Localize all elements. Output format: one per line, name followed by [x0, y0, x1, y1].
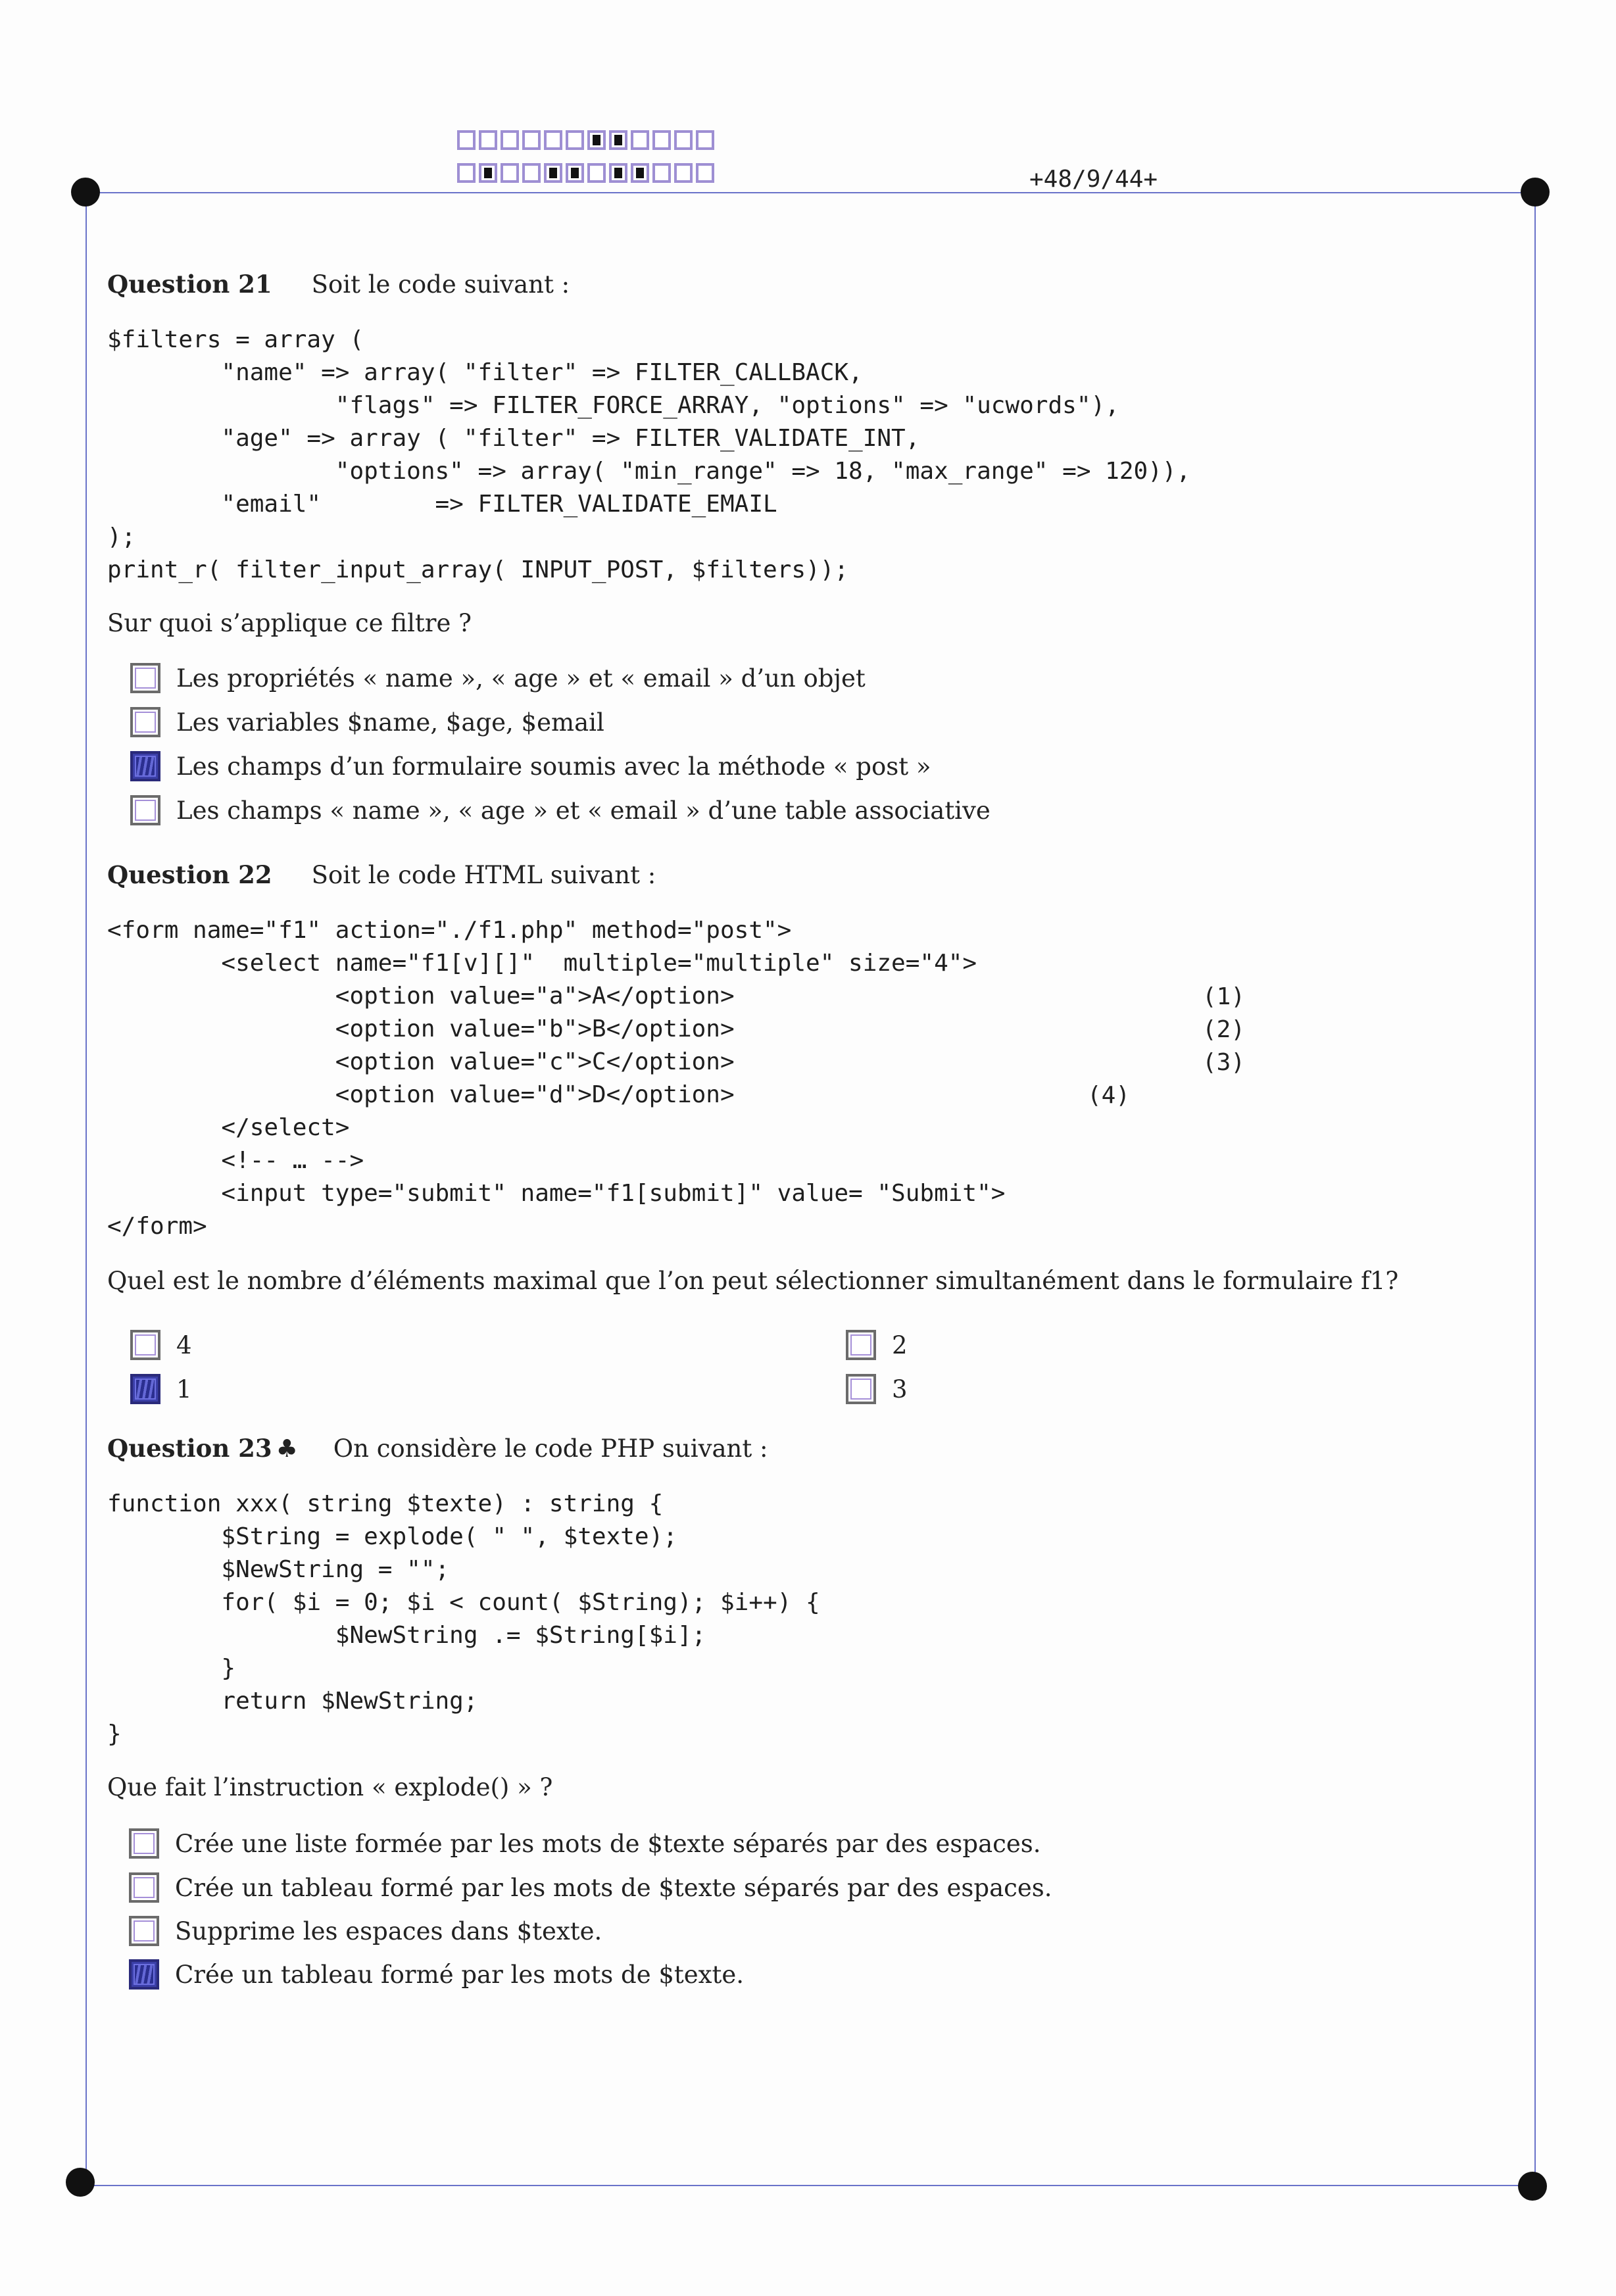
- q21-answer-1[interactable]: [130, 663, 866, 693]
- question-23-number: Question 23: [107, 1434, 272, 1463]
- barcode-cell: [522, 130, 541, 150]
- barcode-cell: [696, 163, 714, 183]
- q21-answer-2-label: Les variables $name, $age, $email: [176, 708, 604, 737]
- barcode-row-2: [457, 163, 718, 183]
- q22-answer-4-checkbox[interactable]: [130, 1330, 160, 1360]
- question-22-code: <form name="f1" action="./f1.php" method="post"> <select name="f1[v][]" multiple="multiple" size="4"> <option value="a">A</option> <option value="b">B</option> <option value="c">C</option> <option value="d">D</option> </select> <!-- … --> <input type="submit" name="f1[submit]" value= "Submit"> </form>: [107, 917, 1006, 1240]
- corner-mark-top-right: [1521, 178, 1550, 207]
- q23-answer-4-label: Crée un tableau formé par les mots de $texte.: [175, 1960, 745, 1989]
- q21-answer-1-checkbox[interactable]: [130, 663, 160, 693]
- question-22-number: Question 22: [107, 860, 272, 889]
- barcode-cell: [609, 130, 627, 150]
- question-21-code: $filters = array ( "name" => array( "filter" => FILTER_CALLBACK, "flags" => FILTER_FORCE_ARRAY, "options" => "ucwords"), "age" => array ( "filter" => FILTER_VALIDATE_INT, "options" => array( "min_range" => 18, "max_range" => 120)), "email" => FILTER_VALIDATE_EMAIL ); print_r( filter_input_array( INPUT_POST, $filters));: [107, 326, 1191, 583]
- corner-mark-top-left: [71, 178, 100, 207]
- q21-answer-3[interactable]: [130, 751, 931, 781]
- corner-mark-bottom-left: [66, 2168, 95, 2197]
- q23-answer-2[interactable]: [129, 1872, 1052, 1903]
- q22-answer-4[interactable]: [130, 1330, 192, 1360]
- barcode-cell: [479, 130, 497, 150]
- barcode-cell: [652, 130, 671, 150]
- q23-answer-2-label: Crée un tableau formé par les mots de $texte séparés par des espaces.: [175, 1873, 1052, 1902]
- q23-answer-3-checkbox[interactable]: [129, 1916, 159, 1946]
- question-23-intro: On considère le code PHP suivant :: [333, 1434, 768, 1463]
- barcode-cell: [501, 130, 519, 150]
- question-23-prompt: Que fait l’instruction « explode() » ?: [107, 1773, 553, 1801]
- q22-answer-3-label: 3: [892, 1375, 908, 1404]
- q22-answer-1-label: 1: [176, 1375, 192, 1404]
- q21-answer-4[interactable]: [130, 795, 991, 825]
- question-23-header: [107, 1434, 768, 1463]
- question-21-header: [107, 270, 570, 299]
- q21-answer-4-label: Les champs « name », « age » et « email » d’une table associative: [176, 796, 991, 825]
- q22-answer-2-checkbox[interactable]: [846, 1330, 876, 1360]
- frame-bottom-line: [86, 2185, 1536, 2186]
- club-icon: ♣: [276, 1434, 298, 1463]
- barcode-cell: [544, 130, 562, 150]
- code-line-number-2: (2): [1202, 1016, 1246, 1043]
- q23-answer-3[interactable]: [129, 1916, 602, 1946]
- q21-answer-4-checkbox[interactable]: [130, 795, 160, 825]
- barcode-cell: [566, 130, 584, 150]
- q21-answer-2[interactable]: [130, 707, 604, 737]
- barcode-cell: [457, 130, 476, 150]
- question-22-header: [107, 860, 656, 889]
- question-21-intro: Soit le code suivant :: [311, 270, 570, 299]
- frame-left-line: [86, 192, 87, 2185]
- q22-answer-1-checkbox[interactable]: [130, 1374, 160, 1404]
- q22-answer-2[interactable]: [846, 1330, 908, 1360]
- q23-answer-4-checkbox[interactable]: [129, 1959, 159, 1990]
- question-22-prompt: Quel est le nombre d’éléments maximal que l’on peut sélectionner simultanément dans le formulaire f1?: [107, 1267, 1399, 1295]
- q21-answer-2-checkbox[interactable]: [130, 707, 160, 737]
- barcode-cell: [609, 163, 627, 183]
- q22-answer-2-label: 2: [892, 1331, 908, 1359]
- barcode-cell: [457, 163, 476, 183]
- question-21-prompt: Sur quoi s’applique ce filtre ?: [107, 609, 472, 637]
- barcode-cell: [479, 163, 497, 183]
- barcode-cell: [674, 130, 693, 150]
- barcode-cell: [566, 163, 584, 183]
- code-line-number-1: (1): [1202, 983, 1246, 1010]
- barcode-cell: [652, 163, 671, 183]
- q21-answer-3-checkbox[interactable]: [130, 751, 160, 781]
- code-line-number-4: (4): [1087, 1082, 1131, 1109]
- frame-top-line: [86, 192, 1536, 193]
- barcode-row-1: [457, 130, 718, 150]
- barcode-cell: [674, 163, 693, 183]
- barcode-cell: [544, 163, 562, 183]
- question-22-intro: Soit le code HTML suivant :: [311, 861, 656, 889]
- q23-answer-1-checkbox[interactable]: [129, 1828, 159, 1859]
- barcode-cell: [631, 163, 649, 183]
- q21-answer-1-label: Les propriétés « name », « age » et « email » d’un objet: [176, 664, 866, 693]
- q23-answer-2-checkbox[interactable]: [129, 1872, 159, 1903]
- q22-answer-3-checkbox[interactable]: [846, 1374, 876, 1404]
- q23-answer-1-label: Crée une liste formée par les mots de $texte séparés par des espaces.: [175, 1829, 1041, 1858]
- question-21-number: Question 21: [107, 270, 272, 299]
- question-23-code: function xxx( string $texte) : string { $String = explode( " ", $texte); $NewString = ""; for( $i = 0; $i < count( $String); $i++) { $NewString .= $String[$i]; } return $NewString; }: [107, 1490, 820, 1747]
- q22-answer-1[interactable]: [130, 1374, 192, 1404]
- q23-answer-1[interactable]: [129, 1828, 1041, 1859]
- q23-answer-4[interactable]: [129, 1959, 744, 1990]
- barcode-cell: [631, 130, 649, 150]
- frame-right-line: [1534, 192, 1536, 2185]
- q22-answer-3[interactable]: [846, 1374, 908, 1404]
- barcode-cell: [522, 163, 541, 183]
- q23-answer-3-label: Supprime les espaces dans $texte.: [175, 1917, 602, 1945]
- barcode-cell: [696, 130, 714, 150]
- barcode-cell: [501, 163, 519, 183]
- q22-answer-4-label: 4: [176, 1331, 192, 1359]
- page-id: +48/9/44+: [1029, 166, 1158, 193]
- q21-answer-3-label: Les champs d’un formulaire soumis avec la méthode « post »: [176, 752, 931, 781]
- code-line-number-3: (3): [1202, 1049, 1246, 1076]
- barcode-cell: [587, 130, 606, 150]
- corner-mark-bottom-right: [1518, 2172, 1547, 2201]
- barcode-cell: [587, 163, 606, 183]
